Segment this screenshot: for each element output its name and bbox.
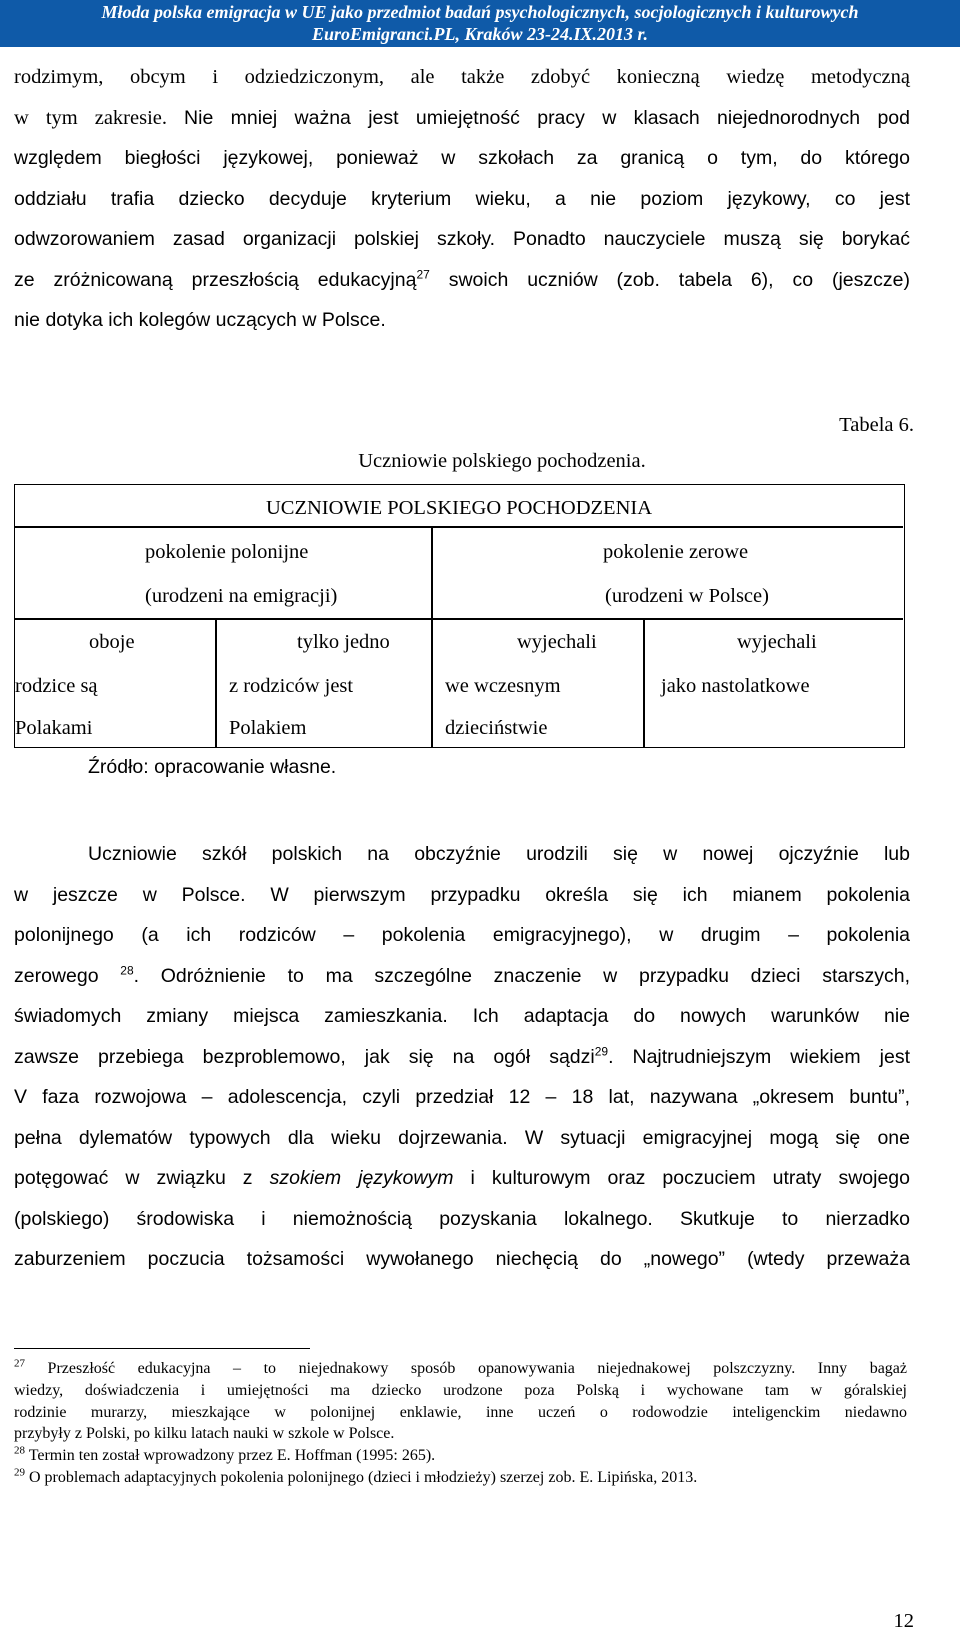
- header-title: Młoda polska emigracja w UE jako przedmiot badań psychologicznych, socjologicznych i kulturowych: [101, 2, 859, 22]
- footnote-ref-27: 27: [416, 267, 430, 281]
- header-event: EuroEmigranci.PL, Kraków 23-24.IX.2013 r.: [311, 24, 649, 44]
- col4-line2: jako nastolatkowe: [661, 675, 810, 697]
- col1-line3: Polakami: [15, 717, 93, 739]
- text-line: rodzimym, obcym i odziedziczonym, ale także zdobyć konieczną wiedzę metodyczną: [14, 66, 910, 88]
- text-line: względem biegłości językowej, ponieważ w szkołach za granicą o tym, do którego: [14, 147, 910, 169]
- text-line: odwzorowaniem zasad organizacji polskiej szkoły. Ponadto nauczyciele muszą się borykać: [14, 228, 910, 250]
- col1-line2: rodzice są: [15, 675, 98, 697]
- text-line: (polskiego) środowiska i niemożnością pozyskania lokalnego. Skutkuje to nierzadko: [14, 1207, 910, 1230]
- col2-line2: z rodziców jest: [229, 675, 354, 697]
- gen-polonijne-label: pokolenie polonijne: [145, 541, 309, 563]
- text-line: zaburzeniem poczucia tożsamości wywołanego niechęcią do „nowego” (wtedy przeważa: [14, 1248, 910, 1270]
- footnote-27-cont: rodzinie murarzy, mieszkające w polonijnej enklawie, inne uczeń o rodowodzie inteligenckim niedawno: [14, 1403, 907, 1421]
- text-line: pełna dylematów typowych dla wieku dojrzewania. W sytuacji emigracyjnej mogą się one: [14, 1126, 910, 1149]
- col4-line1: wyjechali: [737, 631, 817, 653]
- text-line: w tym zakresie. Nie mniej ważna jest umiejętność pracy w klasach niejednorodnych pod: [14, 106, 910, 129]
- table-label: Tabela 6.: [839, 414, 914, 436]
- gen-zerowe-label: pokolenie zerowe: [603, 541, 749, 563]
- paragraph-1: [14, 57, 910, 341]
- text-line: Uczniowie szkół polskich na obczyźnie urodzili się w nowej ojczyźnie lub: [88, 843, 910, 865]
- paragraph-2: [14, 834, 910, 1280]
- footnotes: [14, 1358, 907, 1489]
- col2-line1: tylko jedno: [297, 631, 390, 653]
- text-line: oddziału trafia dziecko decyduje kryterium wieku, a nie poziom językowy, co jest: [14, 187, 910, 210]
- col1-line1: oboje: [89, 631, 135, 653]
- col3-line3: dzieciństwie: [445, 717, 548, 739]
- footnote-28: $^{28}$ Termin ten został wprowadzony przez E. Hoffman (1995: 265).: [14, 1444, 436, 1465]
- footnote-ref-29: 29: [594, 1044, 609, 1058]
- col2-line3: Polakiem: [229, 717, 307, 739]
- footnote-27-cont: przybyły z Polski, po kilku latach nauki w szkole w Polsce.: [14, 1425, 395, 1443]
- text-line: w jeszcze w Polsce. W pierwszym przypadku określa się ich mianem pokolenia: [14, 883, 910, 906]
- table-top-header: UCZNIOWIE POLSKIEGO POCHODZENIA: [265, 497, 653, 519]
- text-line: ze zróżnicowaną przeszłością edukacyjną$^{27}$ swoich uczniów (zob. tabela 6), co (jeszcze): [14, 267, 910, 291]
- footnote-27: $^{27}$ Przeszłość edukacyjna – to niejednakowy sposób opanowywania niejednakowej polszczyzny. Inny bagaż: [14, 1357, 907, 1377]
- page-number: 12: [893, 1610, 914, 1632]
- footnote-29: $^{29}$ O problemach adaptacyjnych pokolenia polonijnego (dzieci i młodzieży) szerzej zob. E. Lipińska, 2013.: [14, 1466, 698, 1486]
- gen-zerowe-desc: (urodzeni w Polsce): [605, 585, 769, 607]
- footnote-27-cont: wiedzy, doświadczenia i umiejętności ma dziecko urodzone poza Polską i wychowane tam w góralskiej: [14, 1381, 907, 1399]
- col3-line1: wyjechali: [517, 631, 597, 653]
- col3-line2: we wczesnym: [445, 675, 561, 697]
- footnote-separator: [14, 1348, 310, 1349]
- table-source: Źródło: opracowanie własne.: [88, 756, 337, 778]
- text-line: zerowego $^{28}$. Odróżnienie to ma szczególne znaczenie w przypadku dzieci starszych,: [14, 963, 910, 987]
- footnote-ref-28: 28: [120, 963, 134, 977]
- text-line: polonijnego (a ich rodziców – pokolenia emigracyjnego), w drugim – pokolenia: [14, 924, 910, 946]
- table-caption: Uczniowie polskiego pochodzenia.: [358, 450, 646, 472]
- italic-term: szokiem językowym: [269, 1167, 454, 1189]
- conference-header: [0, 0, 960, 47]
- text-line: zawsze przebiega bezproblemowo, jak się na ogół sądzi$^{29}$. Najtrudniejszym wiekiem jest: [14, 1044, 910, 1068]
- gen-polonijne-desc: (urodzeni na emigracji): [145, 585, 338, 607]
- text-line: nie dotyka ich kolegów uczących w Polsce.: [14, 309, 386, 331]
- text-line: potęgować w związku z szokiem językowym i kulturowym oraz poczuciem utraty swojego: [14, 1167, 910, 1189]
- text-line: V faza rozwojowa – adolescencja, czyli przedział 12 – 18 lat, nazywana „okresem buntu”,: [14, 1086, 910, 1108]
- students-table: [14, 484, 905, 748]
- text-line: świadomych zmiany miejsca zamieszkania. Ich adaptacja do nowych warunków nie: [14, 1005, 910, 1027]
